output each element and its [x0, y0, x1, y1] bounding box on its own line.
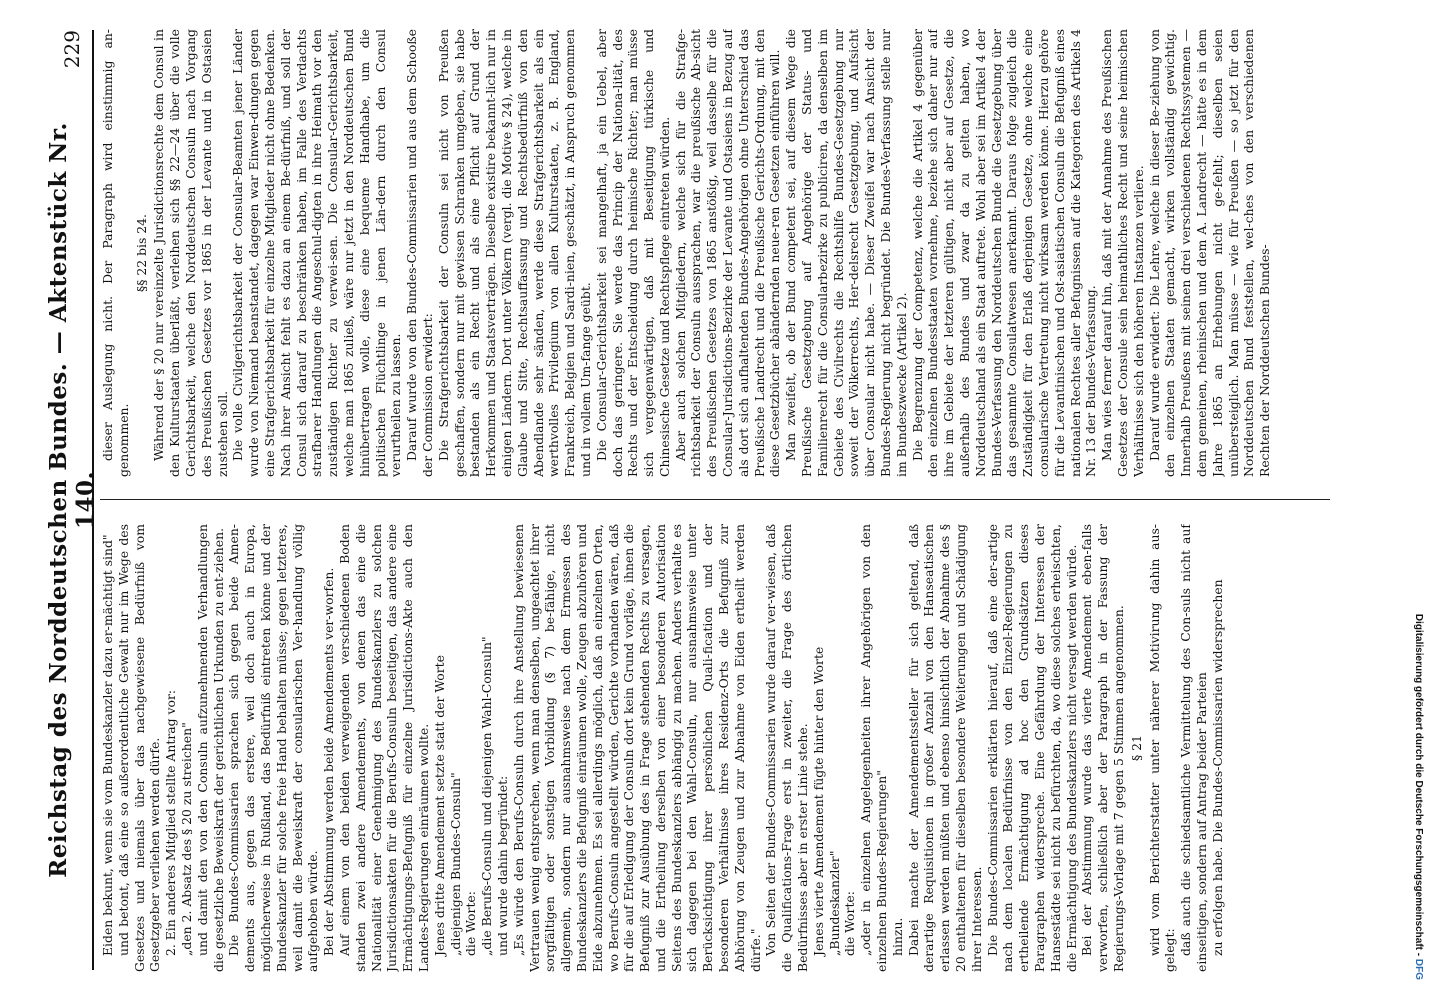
text-column-right [100, 29, 1330, 477]
text-column-left [100, 524, 1330, 972]
paragraph: wird vom Berichterstatter unter näherer Motivirung dahin aus-gelegt: [1146, 524, 1178, 972]
paragraph: Darauf wurde von den Bundes-Commissarien und aus dem Schooße der Commission erwidert: [404, 29, 435, 477]
paragraph: §§ 22 bis 24. [133, 214, 149, 292]
paragraph: hinzu. [889, 917, 905, 956]
paragraph: „Bundeskanzler" [826, 850, 842, 956]
paragraph: Von Seiten der Bundes-Commissarien wurde darauf ver-wiesen, daß die Qualifications-Frage erst in zweiter, die Frage des örtlichen Bedürfnisses aber in erster Linie stehe. [763, 524, 811, 972]
paragraph: Jenes dritte Amendement setzte statt der Worte [431, 655, 447, 956]
paragraph: Man zweifelt, ob der Bund competent sei, auf diesem Wege die Preußische Gesetzgebung auf Angehörige der Status- und Familienrecht für die Consularbezirke zu publiciren, da denselben im Gebiete des Civilrechts die Rechtshilfe Bundes-Gesetzgebung nur soweit der Völkerrechts, Her-delsrecht Gesetzgebung, und Aufsicht über Consular nicht habe. — Dieser Zweifel war nach Ansicht der Bundes-Regierung nicht begründet. Die Bundes-Verfassung stelle nur im Bundeszwecke (Artikel 2). [783, 29, 909, 477]
paragraph: die Worte: [463, 891, 479, 956]
page-title: Reichstag des Norddeutschen Bundes. — Aktenstück Nr. 140. [45, 122, 99, 878]
paragraph: Die volle Civilgerichtsbarkeit der Consular-Beamten jener Länder wurde von Niemand beanstandet, dagegen war Einwen-dungen gegen eine Strafgerichtsbarkeit für einzelne Mitglieder nicht ohne Bedenken. Nach ihrer Ansicht fehlt es dazu an einem Be-dürfniß, und soll der Consul sich darauf zu beschränken haben, im Falle des Verdachts strafbarer Handlungen die Angeschul-digten in ihre Heimath vor den zuständigen Richter zu verwei-sen. Die Consular-Gerichtsbarkeit, welche man 1865 zuließ, wäre nur jetzt in den Norddeutschen Bund hinübertragen wolle, diese eine bequeme Handhabe, um die politischen Flüchtlinge in jenen Län-dern durch den Consul verurtheilen zu lassen. [230, 29, 404, 477]
paragraph: und wurde dahin begründet: [494, 775, 510, 956]
dfg-logo: DFG [1413, 958, 1424, 980]
paragraph: „die Berufs-Consuln und diejenigen Wahl-Consuln" [479, 636, 495, 956]
paragraph: „den 2. Absatz des § 20 zu streichen" [178, 722, 194, 956]
paragraph: und damit den von den Consuln aufzunehmenden Verhandlungen die gesetzliche Beweiskraft der gerichtlichen Urkunden zu ent-ziehen. [194, 524, 226, 972]
paragraph: Aber auch solchen Mitgliedern, welche sich für die Strafge-richtsbarkeit der Consuln aussprachen, war die preußische Ab-sicht des Preußischen Gesetzes von 1865 anstößig, weil dasselbe für die Consular-Jurisdictions-Bezirke der Levante und Ostasiens in Bezug auf als dort sich aufhaltenden Bundes-Angehörigen ohne Unterschied das Preußische Landrecht und die Preußische Gerichts-Ordnung, mit den diese Gesetzbücher abändernden neue-ren Gesetzen einführen will. [672, 29, 783, 477]
paragraph: Die Consular-Gerichtsbarkeit sei mangelhaft, ja ein Uebel, aber doch das geringere. Sie werde das Princip der Nationa-lität, des Rechts und der Entscheidung durch heimische Richter; man müsse sich vergegenwärtigen, daß mit Beseitigung türkische und Chinesische Gesetze und Rechtspflege eintreten würden. [593, 29, 672, 477]
paragraph: Dabei machte der Amendementssteller für sich geltend, daß derartige Requisitionen in großer Anzahl von den Hanseatischen erlassen werden müßten und ebenso hinsichtlich der Abnahme des § 20 enthaltenen für dieselben besondere Weiterungen und Schädigung ihrer Interessen. [905, 524, 984, 972]
paragraph: „Es würde den Berufs-Consuln durch ihre Anstellung bewiesenen Vertrauen wenig entsprechen, wenn man denselben, ungeachtet ihrer sorgfältigen oder sonstigen Vorbildung (§ 7) be-fähige, nicht allgemein, sondern nur ausnahmsweise nach dem Ermessen des Bundeskanzlers die Befugniß einräumen wolle, Zeugen abzuhören und Eide abzunehmen. Es sei allerdings möglich, daß an einzelnen Orten, wo Berufs-Consuln angestellt würden, Gerichte vorhanden wären, daß für die auf Erledigung der Consuln dort kein Grund vorläge, ihnen die Befugniß zur Ausübung des in Frage stehenden Rechts zu versagen, und die Ertheilung derselben von einer besonderen Autorisation Seitens des Bundeskanzlers abhängig zu machen. Anders verhalte es sich dagegen bei den Wahl-Consuln, nur ausnahmsweise unter Berücksichtigung ihrer persönlichen Quali-fication und der besonderen Verhältnisse ihres Residenz-Orts die Befugniß zur Abhörung von Zeugen und zur Abnahme von Eiden ertheilt werden dürfe." [510, 524, 763, 972]
page-header [45, 30, 99, 970]
paragraph: 2. Ein anderes Mitglied stellte Antrag vor: [163, 689, 179, 956]
paragraph: „oder in einzelnen Angelegenheiten ihrer Angehörigen von den einzelnen Bundes-Regierungen" [858, 524, 890, 972]
credit-text: Digitalisierung gefördert durch die Deutsche Forschungsgemeinschaft - [1413, 613, 1424, 957]
paragraph: und betont, daß eine so außerordentliche Gewalt nur im Wege des Gesetzes und niemals über das nachgewiesene Bedürfniß vom Gesetzgeber verliehen werden dürfe. [115, 524, 163, 972]
paragraph: die Worte: [842, 891, 858, 956]
paragraph: Die Strafgerichtsbarkeit der Consuln sei nicht von Preußen geschaffen, sondern nur mit gewissen Schranken umgeben, sie habe bestanden als ein Recht und als eine Pflicht auf Grund der Herkommen und Staatsverträgen. Dieselbe existire bekannt-lich nur in einigen Ländern. Dort unter Völkern (vergl. die Motive § 24), welche in Glaube und Sitte, Rechtsauffassung und Rechtsbedürfniß von den Abendlande sehr sänden, werde diese Strafgerichtsbarkeit als ein werthvolles Privilegium von allen Kulturstaaten, z. B. England, Frankreich, Belgien und Sardi-nien, geschätzt, in Anspruch genommen und in vollem Um-fange geübt. [435, 29, 593, 477]
paragraph: Jenes vierte Amendement fügte hinter den Worte [810, 646, 826, 956]
paragraph: dieser Auslegung nicht. Der Paragraph wird einstimmig an-genommen. [100, 29, 131, 477]
paragraph: daß auch die schiedsamtliche Vermittelung des Con-suls nicht auf einseitigen, sondern auf Antrag beider Parteien [1178, 524, 1209, 972]
paragraph: Die Bundes-Commissarien erklärten hierauf, daß eine der-artige nach dem localen Bedürfnisse von den Einzel-Regierungen zu ertheilende Ermächtigung ad hoc den Grundsätzen dieses Paragraphen widerspreche. Eine Gefährdung der Interessen der Hansestädte sei nicht zu befürchten, da, wo diese solches erheischten, die Ermächtigung des Bundeskanzlers nicht versagt werden würde. [984, 524, 1079, 972]
paragraph: Man wies ferner darauf hin, daß mit der Annahme des Preußischen Gesetzes der Consule sein heimathliches Recht und seine heimischen Verhältnisse sich den höheren Instanzen verliere. [1099, 29, 1146, 477]
paragraph: Auf einem von den beiden verweigenden verschiedenen Boden standen zwei andere Amendements, von denen das eine die Nationalität einer Genehmigung des Bundeskanzlers zu solchen Jurisdictionsakten für die Berufs-Consuln beseitigen, das andere eine Ermächtigungs-Befugniß für einzelne Jurisdictions-Akte auch den Landes-Regierungen einräumen wollte. [336, 524, 431, 972]
digitization-credit [1410, 20, 1424, 980]
paragraph: Während der § 20 nur vereinzelte Jurisdictionsrechte dem Consul in den Kulturstaaten überläßt, verleihen sich §§ 22—24 über die volle Gerichtsbarkeit, welche den Norddeutschen Consuln nach Vorgang des Preußischen Gesetzes vor 1865 in der Levante und in Ostasien zustehen soll. [151, 29, 230, 477]
column-divider [100, 499, 1330, 500]
paragraph: Die Bundes-Commissarien sprachen sich gegen beide Amen-dements aus, gegen das erstere, weil doch auch in Europa, möglicherweise in Rußland, das Bedürfniß eintreten könne und der Bundeskanzler für solche freie Hand behalten müsse; gegen letzteres, weil damit die Beweiskraft der consularischen Ver-handlung völlig aufgehoben würde. [226, 524, 321, 972]
paragraph: Bei der Abstimmung wurde das vierte Amendement eben-falls verworfen, schließlich aber der Paragraph in der Fassung der Regierungs-Vorlage mit 7 gegen 5 Stimmen angenommen. [1079, 524, 1126, 972]
paragraph: § 21 [1128, 735, 1144, 761]
paragraph: Eiden bekunt, wenn sie vom Bundeskanzler dazu er-mächtigt sind" [100, 534, 115, 956]
paragraph: Bei der Abstimmung werden beide Amendements ver-worfen. [321, 567, 337, 956]
paragraph: Die Begrenzung der Competenz, welche die Artikel 4 gegenüber den einzelnen Bundesstaaten vornehme, beziehe sich daher nur auf ihre im Gebiete der letzteren gültigen, nicht aber auf Gesetze, die außerhalb des Bundes und zwar da zu gelten haben, wo Norddeutschland als ein Staat auftrete. Wohl aber sei im Artikel 4 der Bundes-Verfassung den Norddeutschen Bunde die Gesetzgebung über das gesammte Consulatwesen anerkannt. Daraus folge zugleich die Zuständigkeit für den Erlaß derjenigen Gesetze, ohne welche eine consularische Vertretung nicht wirksam werden könne. Hierzu gehöre für die Levantinischen und Ost-asiatischen Consuln die Befugniß eines nationalen Rechtes aller Befugnissen auf die Kategorien des Artikels 4 Nr. 13 der Bundes-Verfassung. [909, 29, 1099, 477]
page-number: 229 [60, 30, 84, 69]
paragraph: Darauf wurde erwidert: Die Lehre, welche in dieser Be-ziehung von den einzelnen Staaten gemacht, wirken vollständig gewichtig. Innerhalb Preußens mit seinen drei verschiedenen Rechtssystemen — dem gemeinen, rheinischen und dem A. Landrecht — hätte es in dem Jahre 1865 an Erhebungen nicht ge-fehlt; dieselben seien unübersteiglich. Man müsse — wie für Preußen — so jetzt für den Norddeutschen Bund feststellen, wel-ches von den verschiedenen Rechten der Norddeutschen Bundes- [1146, 29, 1273, 477]
paragraph: „diejenigen Bundes-Consuln" [447, 772, 463, 956]
paragraph: zu erfolgen habe. Die Bundes-Commissarien widersprechen [1209, 579, 1225, 956]
